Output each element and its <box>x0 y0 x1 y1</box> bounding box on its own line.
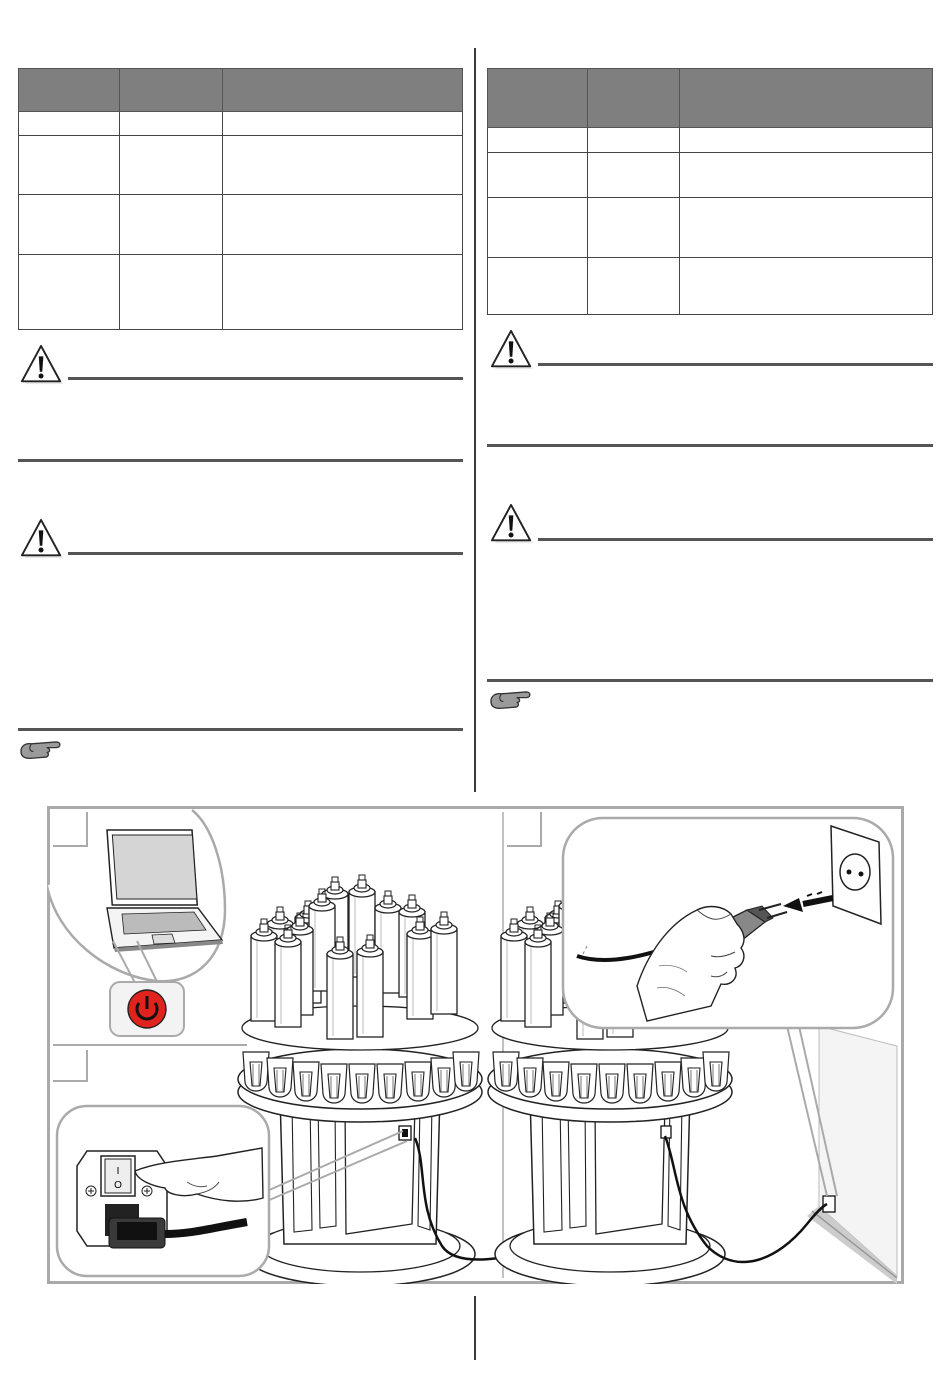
table-cell <box>588 258 680 315</box>
table-row <box>19 195 463 255</box>
table-row <box>19 112 463 136</box>
table-cell <box>120 255 223 330</box>
section-rule <box>487 444 933 447</box>
table-cell <box>19 195 120 255</box>
warning-rule <box>538 538 933 541</box>
table-header-row <box>19 69 463 112</box>
pointing-hand-icon <box>488 690 534 711</box>
table-cell <box>120 112 223 136</box>
table-cell <box>680 198 933 258</box>
warning-icon <box>487 329 537 373</box>
table-cell <box>223 112 463 136</box>
table-cell <box>488 153 588 198</box>
table-cell <box>223 195 463 255</box>
table-header-cell <box>588 69 680 128</box>
switch-off-mark: O <box>114 1180 122 1191</box>
pointing-hand-icon <box>18 740 64 761</box>
table-cell <box>680 153 933 198</box>
column-divider-top <box>474 48 476 792</box>
table-row <box>488 128 933 153</box>
table-row <box>488 258 933 315</box>
table-cell <box>19 136 120 195</box>
table-cell <box>223 255 463 330</box>
warning-icon <box>487 503 537 547</box>
table-row <box>488 198 933 258</box>
section-rule <box>18 459 463 462</box>
table-header-cell <box>223 69 463 112</box>
table-cell <box>488 258 588 315</box>
illustration <box>47 806 904 1284</box>
warning-rule <box>68 552 463 555</box>
table-cell <box>680 128 933 153</box>
table-cell <box>588 153 680 198</box>
warning-rule <box>538 363 933 366</box>
power-icon <box>110 982 184 1036</box>
table-cell <box>19 255 120 330</box>
table-header-cell <box>488 69 588 128</box>
table-cell <box>120 195 223 255</box>
table-cell <box>488 198 588 258</box>
table-row <box>19 136 463 195</box>
table-cell <box>223 136 463 195</box>
table-row <box>19 255 463 330</box>
left-spec-table <box>18 68 463 330</box>
table-header-cell <box>19 69 120 112</box>
table-cell <box>588 128 680 153</box>
right-spec-table <box>487 68 933 315</box>
table-header-row <box>488 69 933 128</box>
warning-icon <box>17 344 67 388</box>
switch-on-mark: I <box>116 1166 120 1177</box>
section-rule <box>18 728 463 731</box>
table-header-cell <box>680 69 933 128</box>
warning-rule <box>68 377 463 380</box>
table-header-cell <box>120 69 223 112</box>
warning-icon <box>17 518 67 562</box>
table-cell <box>19 112 120 136</box>
table-cell <box>588 198 680 258</box>
table-cell <box>120 136 223 195</box>
table-row <box>488 153 933 198</box>
table-cell <box>488 128 588 153</box>
section-rule <box>487 679 933 682</box>
column-divider-bottom <box>474 1296 476 1360</box>
table-cell <box>680 258 933 315</box>
